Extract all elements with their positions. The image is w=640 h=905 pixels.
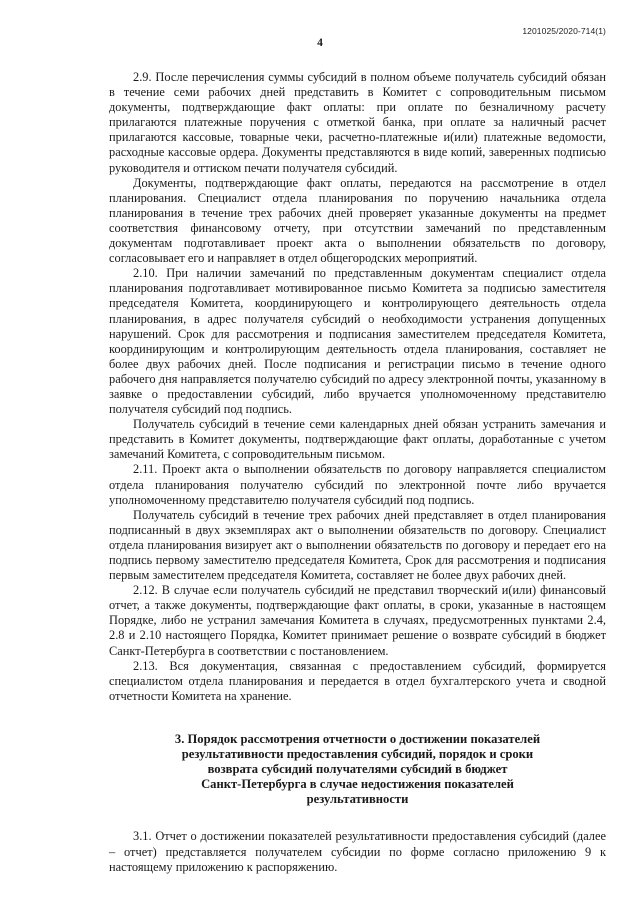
paragraph-2-11-continued: Получатель субсидий в течение трех рабочих дней представляет в отдел планирования подписанный в двух экземплярах акт о выполнении обязательств по договору. Специалист отдела планирования визирует акт о выполнении обязательств по договору и передает его на подпись первому заместителю председателя Комитета, Срок для рассмотрения и подписания первым заместителем председателя Комитета, составляет не более двух рабочих дней. (109, 507, 606, 583)
section-3-heading-line: возврата субсидий получателями субсидий в бюджет (207, 762, 508, 777)
document-body (109, 70, 606, 875)
paragraph-2-12: 2.12. В случае если получатель субсидий не представил творческий и(или) финансовый отчет, а также документы, подтверждающие факт оплаты, в сроки, указанные в настоящем Порядке, либо не устранил замечания Комитета в случаях, предусмотренных пунктами 2.4, 2.8 и 2.10 настоящего Порядка, Комитет принимает решение о возврате субсидий в бюджет Санкт-Петербурга в соответствии с постановлением. (109, 583, 606, 658)
section-3-heading (109, 732, 606, 807)
section-3-heading-line: Санкт-Петербурга в случае недостижения показателей (201, 777, 514, 792)
paragraph-2-11: 2.11. Проект акта о выполнении обязательств по договору направляется специалистом отдела планирования получателю субсидий по электронной почте либо вручается уполномоченному представителю получателя субсидий под подпись. (109, 462, 606, 507)
paragraph-2-10: 2.10. При наличии замечаний по представленным документам специалист отдела планирования подготавливает мотивированное письмо Комитета за подписью заместителя председателя Комитета, координирующего и контролирующего деятельность отдела планирования, в адрес получателя субсидий о необходимости устранения допущенных нарушений. Срок для рассмотрения и подписания заместителем председателя Комитета, координирующим и контролирующим деятельность отдела планирования, составляет не более двух рабочих дней. После подписания и регистрации письмо в течение одного рабочего дня направляется получателю субсидий по адресу электронной почты, указанному в заявке о предоставлении субсидий, либо вручается уполномоченному представителю получателя субсидий под подпись. (109, 266, 606, 417)
section-3-heading-line: результативности (306, 792, 409, 807)
page-number: 4 (317, 37, 323, 49)
paragraph-2-10-continued: Получатель субсидий в течение семи календарных дней обязан устранить замечания и представить в Комитет документы, подтверждающие факт оплаты, доработанные с учетом замечаний Комитета, с сопроводительным письмом. (109, 417, 606, 462)
document-code: 1201025/2020-714(1) (522, 26, 606, 36)
paragraph-3-1: 3.1. Отчет о достижении показателей результативности предоставления субсидий (далее – отчет) представляется получателем субсидии по форме согласно приложению 9 к настоящему приложению к распоряжению. (109, 829, 606, 874)
section-3-heading-line: результативности предоставления субсидий, порядок и сроки (181, 747, 534, 762)
paragraph-2-13: 2.13. Вся документация, связанная с предоставлением субсидий, формируется специалистом отдела планирования и передается в отдел бухгалтерского учета и сводной отчетности Комитета на хранение. (109, 658, 606, 703)
paragraph-2-9-continued: Документы, подтверждающие факт оплаты, передаются на рассмотрение в отдел планирования. Специалист отдела планирования по поручению начальника отдела планирования в течение трех рабочих дней проверяет указанные документы на предмет соответствия финансовому отчету, при отсутствии замечаний по представленным документам подготавливает проект акта о выполнении обязательств по договору, согласовывает его и направляет в отдел общегородских мероприятий. (109, 175, 606, 266)
section-3-heading-line: 3. Порядок рассмотрения отчетности о достижении показателей (174, 731, 541, 746)
paragraph-2-9: 2.9. После перечисления суммы субсидий в полном объеме получатель субсидий обязан в течение семи рабочих дней представить в Комитет с сопроводительным письмом документы, подтверждающие факт оплаты: при оплате по безналичному расчету прилагаются платежные поручения с отметкой банка, при оплате за наличный расчет прилагаются кассовые, товарные чеки, расчетно-платежные и(или) платежные ведомости, расходные кассовые ордера. Документы представляются в виде копий, заверенных подписью руководителя и оттиском печати получателя субсидий. (109, 70, 606, 175)
